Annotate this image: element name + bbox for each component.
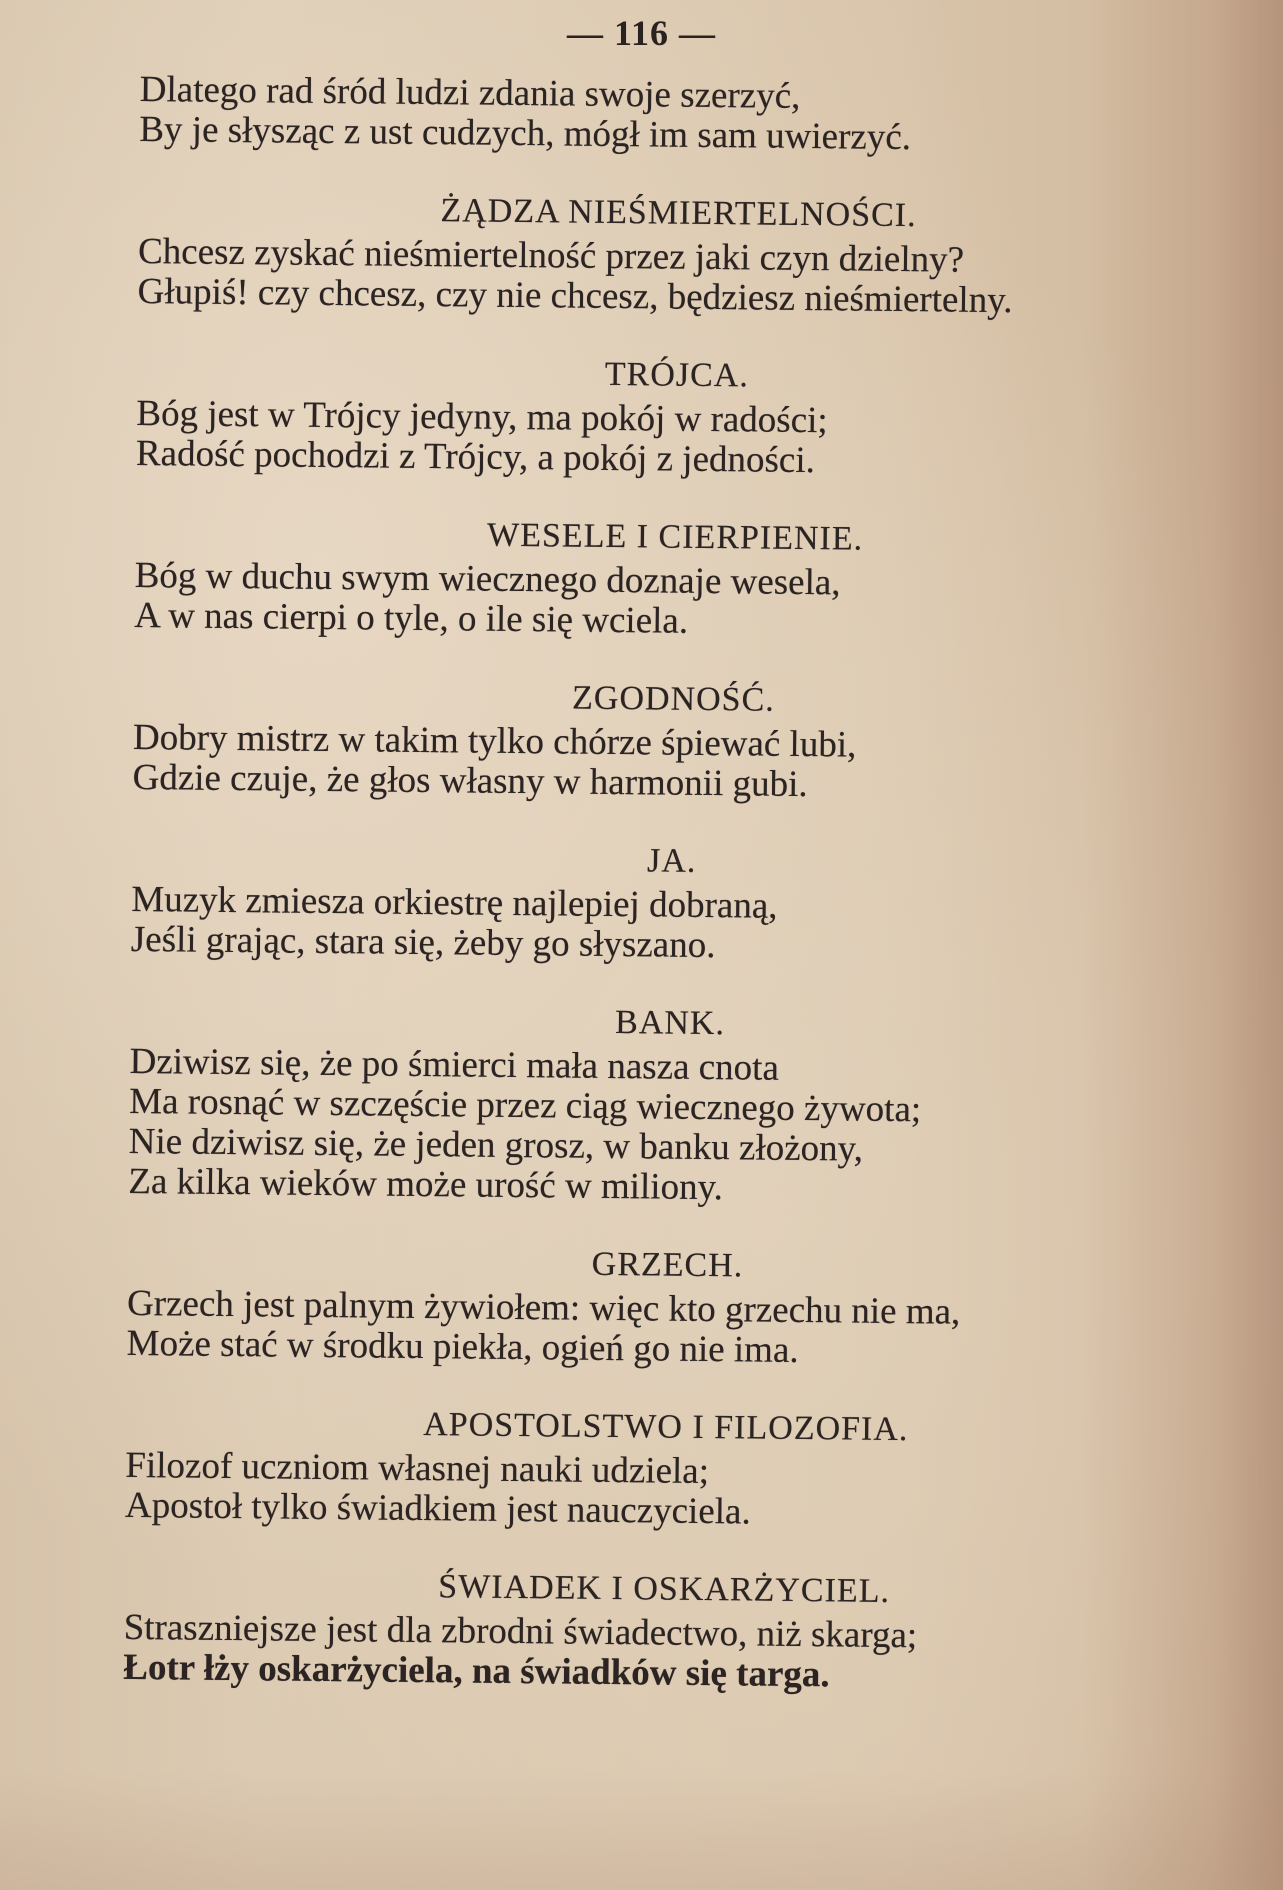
section-title: ŻĄDZA NIEŚMIERTELNOŚCI. (440, 192, 917, 235)
poem-text-block (123, 70, 1220, 1699)
verse-line: Jeśli grając, stara się, żeby go słyszano. (130, 918, 716, 967)
verse-line: Grzech jest palnym żywiołem: więc kto grzechu nie ma, (126, 1282, 961, 1333)
section-grzech (126, 1240, 1207, 1375)
verse-line: By je słysząc z ust cudzych, mógł im sam uwierzyć. (139, 108, 912, 159)
verse-line: A w nas cierpi o tyle, o ile się wciela. (134, 594, 689, 642)
section-zgodnosc (132, 674, 1213, 809)
verse-line: Muzyk zmiesza orkiestrę najlepiej dobraną, (131, 878, 778, 927)
section-title: ZGODNOŚĆ. (571, 679, 775, 719)
verse-line: Chcesz zyskać nieśmiertelność przez jaki czyn dzielny? (137, 230, 965, 281)
verse-line: Ma rosnąć w szczęście przez ciąg wiecznego żywota; (128, 1080, 922, 1131)
verse-line: Za kilka wieków może urość w miliony. (128, 1160, 724, 1209)
verse-line: Gdzie czuje, że głos własny w harmonii gubi. (132, 756, 808, 806)
section-title: WESELE I CIERPIENIE. (486, 516, 864, 558)
verse-line: Dobry mistrz w takim tylko chórze śpiewać lubi, (132, 716, 857, 766)
page-bottom-shade (0, 1770, 1283, 1890)
verse-line: Straszniejsze jest dla zbrodni świadectwo, niż skarga; (123, 1606, 918, 1657)
verse-line: Radość pochodzi z Trójcy, a pokój z jedności. (135, 432, 816, 482)
verse-line: Bóg jest w Trójcy jedyny, ma pokój w radości; (136, 392, 828, 442)
verse-line: Łotr łży oskarżyciela, na świadków się targa. (123, 1646, 830, 1696)
section-title: APOSTOLSTWO I FILOZOFIA. (423, 1406, 909, 1449)
verse-line: Bóg w duchu swym wiecznego doznaje wesela, (134, 554, 841, 604)
verse-line: Głupiś! czy chcesz, czy nie chcesz, będziesz nieśmiertelny. (137, 270, 1013, 322)
section-trojca (136, 350, 1217, 485)
section-title: ŚWIADEK I OSKARŻYCIEL. (438, 1568, 891, 1610)
section-apostolstwo-i-filozofia (125, 1402, 1206, 1537)
section-zadza-niesmiertelnosci (137, 188, 1218, 323)
verse-line: Dlatego rad śród ludzi zdania swoje szerzyć, (139, 69, 801, 117)
section-title: TRÓJCA. (604, 355, 750, 395)
verse-line: Nie dziwisz się, że jeden grosz, w banku złożony, (128, 1120, 864, 1170)
section-bank (128, 998, 1210, 1213)
section-ja (131, 836, 1212, 971)
section-title: JA. (646, 842, 697, 880)
section-wesele-i-cierpienie (134, 512, 1215, 647)
verse-line: Dziwisz się, że po śmierci mała nasza cnota (129, 1040, 780, 1089)
section-title: GRZECH. (591, 1245, 744, 1285)
verse-line: Może stać w środku piekła, ogień go nie ima. (126, 1322, 799, 1371)
page-number: — 116 — (566, 13, 716, 53)
verse-line: Apostoł tylko świadkiem jest nauczyciela. (124, 1484, 751, 1533)
intro-verse (139, 70, 1220, 161)
section-swiadek-i-oskarzyciel (123, 1564, 1204, 1699)
section-title: BANK. (614, 1004, 726, 1043)
verse-line: Filozof uczniom własnej nauki udziela; (125, 1444, 710, 1493)
